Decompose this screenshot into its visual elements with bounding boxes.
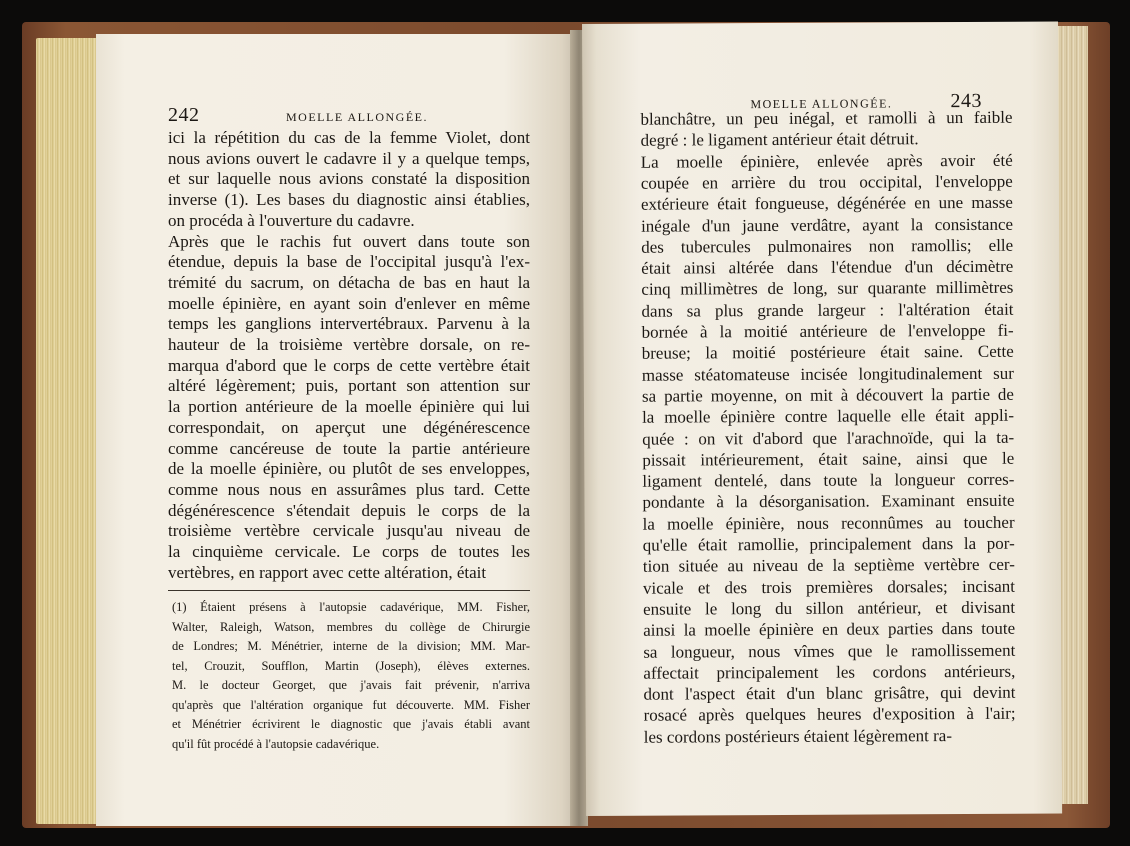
text-line: marqua d'abord que le corps de cette vertèbre était: [168, 355, 530, 375]
text-line: comme nous nous en assurâmes plus tard. Cette: [168, 479, 530, 499]
text-line: inégale d'un jaune verdâtre, ayant la consistance: [641, 214, 1014, 236]
text-line: sa partie moyenne, on mit à découvert la partie de: [641, 384, 1014, 406]
footnote-rule: [168, 590, 530, 591]
text-line: de Londres; M. Ménétrier, interne de la division; MM. Mar-: [172, 639, 530, 653]
text-line: vertèbres, en rapport avec cette altération, était: [168, 562, 487, 582]
text-line: temps les ganglions intervertébraux. Parvenu à la: [168, 314, 530, 334]
text-line: pondante à la désorganisation. Examinant ensuite: [642, 491, 1015, 513]
text-line: ici la répétition du cas de la femme Violet, dont: [168, 128, 530, 147]
left-page-number: 242: [168, 104, 200, 126]
text-line: ainsi la moelle épinière en deux parties dans toute: [643, 618, 1016, 640]
text-line: extérieure était fongueuse, dégénérée en une masse: [640, 192, 1013, 214]
text-line: troisième vertèbre cervicale jusqu'au niveau de: [168, 521, 530, 541]
text-line: de la moelle épinière, ou plutôt de ses enveloppes,: [168, 459, 530, 479]
text-line: sa longueur, nous vîmes que le ramollissement: [643, 640, 1016, 662]
text-line: qu'elle était ramollie, principalement dans la por-: [642, 533, 1015, 555]
text-line: altéré légèrement; puis, portant son attention sur: [168, 376, 530, 396]
text-line: La moelle épinière, enlevée après avoir été: [640, 150, 1013, 172]
text-line: (1) Étaient présens à l'autopsie cadavérique, MM. Fisher,: [172, 600, 530, 614]
right-page-body: [640, 107, 1016, 747]
text-line: tel, Crouzit, Soufflon, Martin (Joseph), élèves externes.: [172, 658, 530, 673]
text-line: dont l'aspect était d'un blanc grisâtre, qui devint: [643, 682, 1016, 704]
text-line: degré : le ligament antérieur était détruit.: [640, 129, 919, 150]
text-line: affectait principalement les cordons antérieurs,: [643, 661, 1016, 683]
text-line: M. le docteur Georget, que j'avais fait prévenir, n'arriva: [172, 678, 530, 692]
text-line: la moelle épinière contre laquelle elle était appli-: [642, 405, 1015, 427]
text-line: hauteur de la troisième vertèbre dorsale, on re-: [168, 335, 530, 354]
text-line: dans sa plus grande largeur : l'altération était: [641, 299, 1014, 321]
text-line: la cinquième cervicale. Le corps de toutes les: [168, 542, 530, 561]
text-line: la moelle épinière, nous reconnûmes au toucher: [642, 512, 1015, 534]
text-line: était ainsi altérée dans l'étendue d'un décimètre: [641, 256, 1014, 278]
text-line: nous avions ouvert le cadavre il y a quelque temps,: [168, 148, 530, 168]
text-line: tion située au niveau de la septième vertèbre cer-: [642, 555, 1015, 576]
text-line: qu'après que l'altération organique fut découverte. MM. Fisher: [172, 697, 530, 712]
text-line: quée : on vit d'abord que l'arachnoïde, qui la ta-: [642, 427, 1015, 449]
right-running-head: MOELLE ALLONGÉE.: [750, 96, 893, 112]
text-line: ligament dentelé, dans toute la longueur corres-: [642, 469, 1015, 491]
text-line: des tubercules pulmonaires non ramollis; elle: [641, 235, 1014, 257]
right-page: [582, 22, 1062, 816]
text-line: coupée en arrière du trou occipital, l'enveloppe: [640, 171, 1013, 193]
text-line: breuse; la moitié postérieure était saine. Cette: [641, 342, 1014, 363]
text-line: comme cancéreuse de toute la partie antérieure: [168, 438, 530, 458]
text-line: blanchâtre, un peu inégal, et ramolli à un faible: [640, 107, 1013, 129]
text-line: bornée à la moitié antérieure de l'enveloppe fi-: [641, 320, 1014, 342]
text-line: Walter, Raleigh, Watson, membres du collège de Chirurgie: [172, 619, 530, 634]
text-line: étendue, depuis la base de l'occipital jusqu'à l'ex-: [168, 252, 530, 272]
text-line: les cordons postérieurs étaient légèrement ra-: [643, 725, 953, 747]
text-line: cinq millimètres de long, sur quarante millimètres: [641, 278, 1014, 300]
text-line: et sur laquelle nous avions constaté la disposition: [168, 169, 530, 189]
text-line: moelle épinière, en ayant soin d'enlever en même: [168, 293, 530, 313]
text-line: trémité du sacrum, on détacha de bas en haut la: [168, 272, 530, 292]
text-line: vicale et des trois premières dorsales; incisant: [642, 576, 1015, 598]
text-line: ensuite le long du sillon antérieur, et divisant: [643, 597, 1016, 619]
text-line: rosacé après quelques heures d'exposition à l'air;: [643, 704, 1016, 726]
text-line: correspondait, on aperçut une dégénérescence: [168, 417, 530, 437]
right-page-number: 243: [950, 89, 982, 113]
text-line: qu'il fût procédé à l'autopsie cadavérique.: [172, 736, 380, 751]
text-line: Après que le rachis fut ouvert dans toute son: [168, 231, 530, 251]
text-line: inverse (1). Les bases du diagnostic ainsi établies,: [168, 190, 530, 210]
text-line: et Ménétrier écrivirent le diagnostic que j'avais établi avant: [172, 717, 530, 731]
text-line: masse stéatomateuse incisée longitudinalement sur: [641, 363, 1014, 385]
left-running-head: MOELLE ALLONGÉE.: [286, 110, 428, 124]
text-line: pissait intérieurement, était saine, ainsi que le: [642, 448, 1015, 470]
left-page: [96, 34, 576, 826]
text-line: on procéda à l'ouverture du cadavre.: [168, 210, 415, 230]
text-line: dégénérescence s'étendait depuis le corps de la: [168, 500, 530, 520]
text-line: la portion antérieure de la moelle épinière qui lui: [168, 397, 530, 417]
